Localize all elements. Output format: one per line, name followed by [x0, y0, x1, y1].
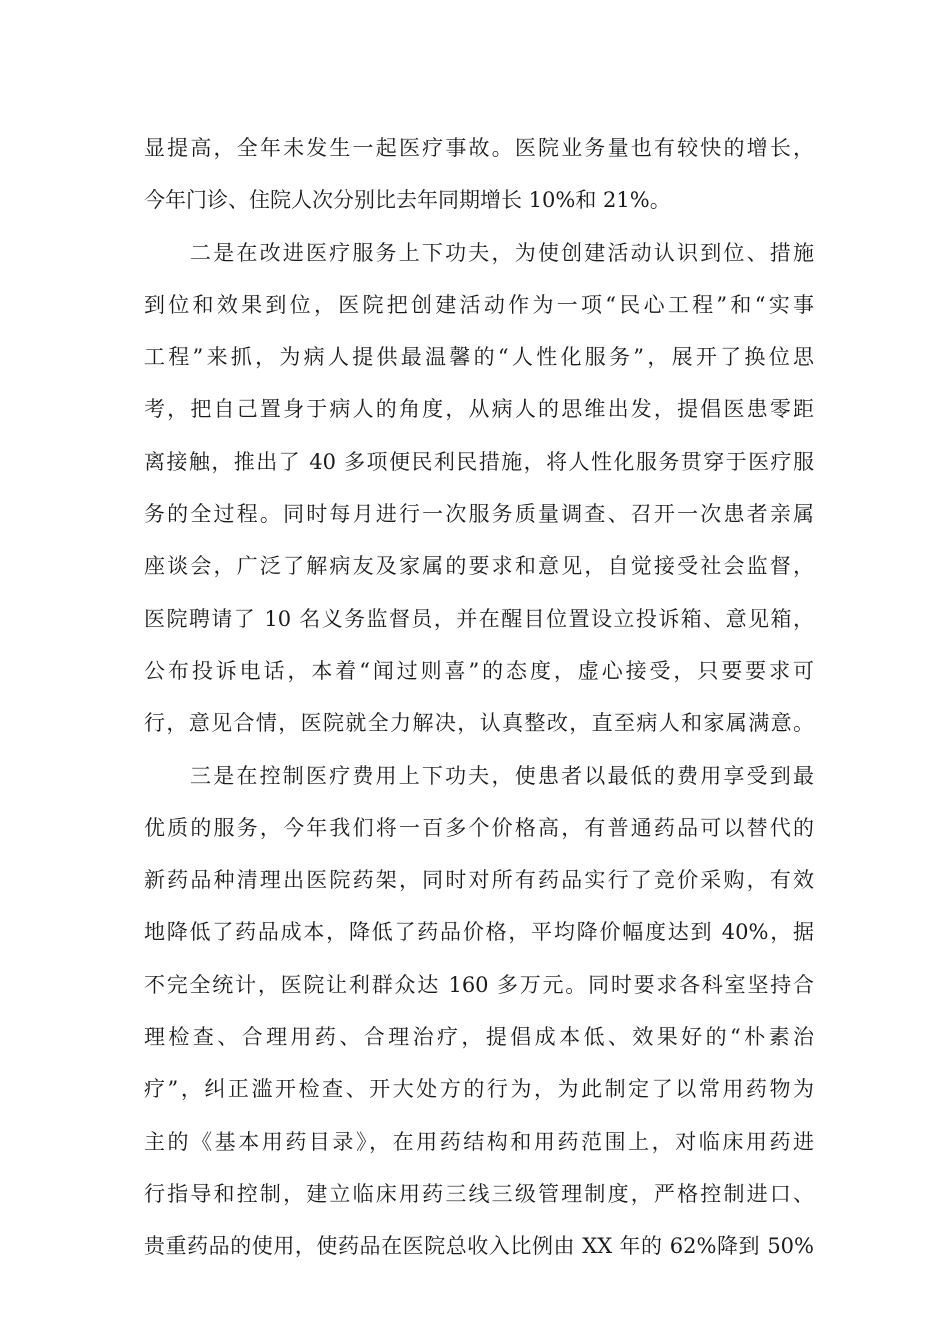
text-line: 到位和效果到位，医院把创建活动作为一项“民心工程”和“实事 — [144, 292, 814, 317]
text-line: 工程”来抓，为病人提供最温馨的“人性化服务”，展开了换位思 — [144, 345, 814, 370]
text-line: 优质的服务，今年我们将一百多个价格高，有普通药品可以替代的 — [144, 815, 814, 840]
text-line: 新药品种清理出医院药架，同时对所有药品实行了竞价采购，有效 — [144, 868, 814, 893]
text-line: 离接触，推出了 40 多项便民利民措施，将人性化服务贯穿于医疗服 — [144, 449, 814, 474]
text-line: 三是在控制医疗费用上下功夫，使患者以最低的费用享受到最 — [190, 763, 814, 788]
text-line: 行，意见合情，医院就全力解决，认真整改，直至病人和家属满意。 — [144, 711, 814, 736]
body-text — [144, 128, 814, 1279]
text-line: 不完全统计，医院让利群众达 160 多万元。同时要求各科室坚持合 — [144, 972, 814, 997]
text-line: 今年门诊、住院人次分别比去年同期增长 10%和 21%。 — [144, 188, 671, 213]
text-line: 考，把自己置身于病人的角度，从病人的思维出发，提倡医患零距 — [144, 397, 814, 422]
text-line: 显提高，全年未发生一起医疗事故。医院业务量也有较快的增长， — [144, 136, 814, 160]
text-line: 务的全过程。同时每月进行一次服务质量调查、召开一次患者亲属 — [144, 502, 814, 527]
text-line: 二是在改进医疗服务上下功夫，为使创建活动认识到位、措施 — [190, 240, 814, 265]
text-line: 贵重药品的使用，使药品在医院总收入比例由 XX 年的 62%降到 50% — [144, 1234, 814, 1259]
text-line: 座谈会，广泛了解病友及家属的要求和意见，自觉接受社会监督， — [144, 554, 814, 579]
text-line: 主的《基本用药目录》，在用药结构和用药范围上，对临床用药进 — [144, 1129, 814, 1154]
text-line: 医院聘请了 10 名义务监督员，并在醒目位置设立投诉箱、意见箱， — [144, 606, 814, 631]
text-line: 行指导和控制，建立临床用药三线三级管理制度，严格控制进口、 — [144, 1181, 814, 1206]
text-line: 疗”，纠正滥开检查、开大处方的行为，为此制定了以常用药物为 — [144, 1077, 814, 1102]
text-line: 地降低了药品成本，降低了药品价格，平均降价幅度达到 40%，据 — [144, 920, 814, 945]
text-line: 公布投诉电话，本着“闻过则喜”的态度，虚心接受，只要要求可 — [144, 658, 814, 683]
text-line: 理检查、合理用药、合理治疗，提倡成本低、效果好的“朴素治 — [144, 1025, 814, 1050]
